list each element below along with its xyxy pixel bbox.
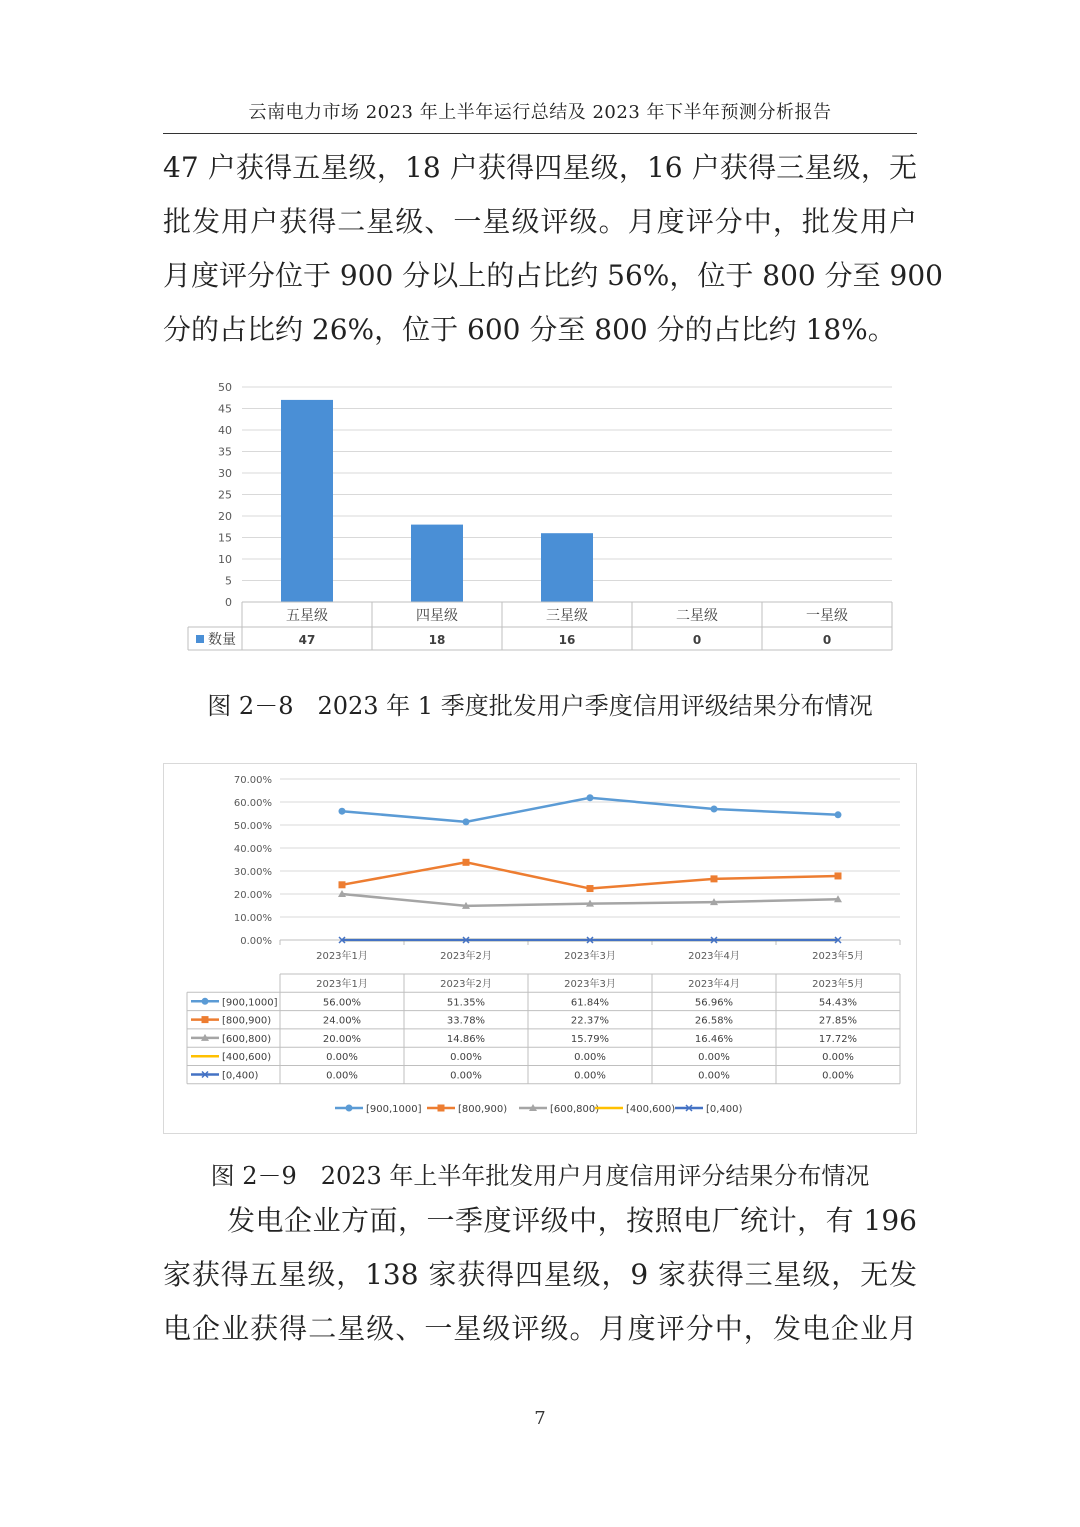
data-table-value: 61.84% [570,997,610,1009]
legend-label: [900,1000] [366,1104,422,1115]
table-header: 2023年5月 [812,979,864,990]
data-table-value: 0.00% [326,1052,358,1064]
table-header: 2023年2月 [440,979,492,990]
data-point [711,875,718,882]
data-table-value: 54.43% [818,997,858,1009]
data-table-value: 0 [692,633,702,647]
y-tick-label: 40.00% [233,844,272,855]
series-label: [800,900) [222,1015,272,1027]
y-tick-label: 30 [218,467,232,480]
data-point [835,872,842,879]
y-tick-label: 20 [218,510,232,523]
series-label: [400,600) [222,1052,272,1064]
rating-bar-chart [180,375,900,660]
paragraph-2 [163,1194,917,1356]
category-label: 一星级 [806,608,848,624]
data-point [587,794,594,801]
paragraph-line: 电企业获得二星级、一星级评级。月度评分中，发电企业月 [163,1312,917,1345]
paragraph-line: 47 户获得五星级，18 户获得四星级，16 户获得三星级，无 [163,151,917,184]
page-number: 7 [534,1408,546,1429]
data-table-value: 0.00% [574,1070,606,1082]
data-table-value: 47 [298,633,316,647]
y-tick-label: 40 [218,424,232,437]
series-label: [600,800) [222,1033,272,1045]
data-table-value: 0.00% [326,1070,358,1082]
data-point [463,818,470,825]
data-table-value: 14.86% [446,1033,486,1045]
y-tick-label: 15 [218,531,232,545]
x-tick-label: 2023年5月 [812,951,864,962]
y-tick-label: 60.00% [233,798,272,809]
legend-label: [800,900) [458,1104,508,1115]
paragraph-line: 家获得五星级，138 家获得四星级，9 家获得三星级，无发 [163,1258,917,1291]
y-tick-label: 50 [218,381,232,394]
x-tick-label: 2023年3月 [564,951,616,962]
category-label: 五星级 [286,608,328,624]
paragraph-line: 发电企业方面，一季度评级中，按照电厂统计，有 196 [227,1204,917,1237]
data-point [835,811,842,818]
legend-swatch [196,635,204,643]
y-tick-label: 10 [218,553,232,566]
data-table-value: 27.85% [818,1015,858,1027]
data-table-value: 0.00% [698,1070,730,1082]
data-table-value: 0.00% [822,1052,854,1064]
legend-label: [400,600) [626,1104,676,1115]
series-label: [0,400) [222,1070,259,1082]
data-table-value: 0.00% [450,1070,482,1082]
data-table-value: 0.00% [450,1052,482,1064]
y-tick-label: 35 [218,445,232,459]
legend-label: [600,800) [550,1104,600,1115]
paragraph-line: 分的占比约 26%，位于 600 分至 800 分的占比约 18%。 [163,313,896,346]
data-point [711,805,718,812]
paragraph-line: 批发用户获得二星级、一星级评级。月度评分中，批发用户 [163,205,917,238]
bar [281,400,333,602]
data-table-value: 18 [428,633,446,647]
header-rule [163,133,917,134]
data-table-value: 16.46% [694,1033,734,1045]
series-label: [900,1000] [222,997,278,1009]
y-tick-label: 0.00% [240,936,272,947]
data-point [346,1105,353,1112]
table-header: 2023年3月 [564,979,616,990]
y-tick-label: 5 [225,574,232,588]
score-line-chart [163,763,917,1134]
category-label: 二星级 [676,608,718,624]
data-point [202,1016,209,1023]
paragraph-1 [163,141,943,357]
y-tick-label: 50.00% [233,821,272,832]
x-tick-label: 2023年1月 [316,951,368,962]
page-header: 云南电力市场 2023 年上半年运行总结及 2023 年下半年预测分析报告 [248,102,832,123]
data-point [463,859,470,866]
data-table-value: 17.72% [818,1033,858,1045]
bar [411,525,463,602]
data-point [587,885,594,892]
y-tick-label: 30.00% [233,867,272,878]
data-table-value: 0 [822,633,832,647]
y-tick-label: 25 [218,488,232,502]
data-point [202,998,209,1005]
y-tick-label: 10.00% [233,913,272,924]
data-table-value: 16 [558,633,576,647]
data-table-value: 26.58% [694,1015,734,1027]
bar [541,533,593,602]
table-header: 2023年4月 [688,979,740,990]
data-table-value: 0.00% [574,1052,606,1064]
data-table-value: 22.37% [570,1015,610,1027]
data-table-value: 20.00% [322,1033,362,1045]
x-tick-label: 2023年2月 [440,951,492,962]
data-table-value: 24.00% [322,1015,362,1027]
figure-caption-2-9: 图 2－9 2023 年上半年批发用户月度信用评分结果分布情况 [210,1162,870,1190]
data-table-value: 0.00% [822,1070,854,1082]
data-table-value: 15.79% [570,1033,610,1045]
data-table-value: 0.00% [698,1052,730,1064]
data-table-value: 51.35% [446,997,486,1009]
data-point [339,881,346,888]
legend-label: [0,400) [706,1104,743,1115]
y-tick-label: 70.00% [233,775,272,786]
paragraph-line: 月度评分位于 900 分以上的占比约 56%，位于 800 分至 900 [163,259,943,292]
y-tick-label: 0 [225,596,232,609]
legend-label: 数量 [208,632,236,648]
figure-caption-2-8: 图 2－8 2023 年 1 季度批发用户季度信用评级结果分布情况 [207,692,873,720]
data-point [339,808,346,815]
chart-frame [164,764,917,1134]
y-tick-label: 20.00% [233,890,272,901]
data-table-value: 33.78% [446,1015,486,1027]
y-tick-label: 45 [218,402,232,416]
x-tick-label: 2023年4月 [688,951,740,962]
data-table-value: 56.00% [322,997,362,1009]
data-table-value: 56.96% [694,997,734,1009]
category-label: 四星级 [416,608,458,624]
data-point [438,1105,445,1112]
category-label: 三星级 [546,608,588,624]
table-header: 2023年1月 [316,979,368,990]
